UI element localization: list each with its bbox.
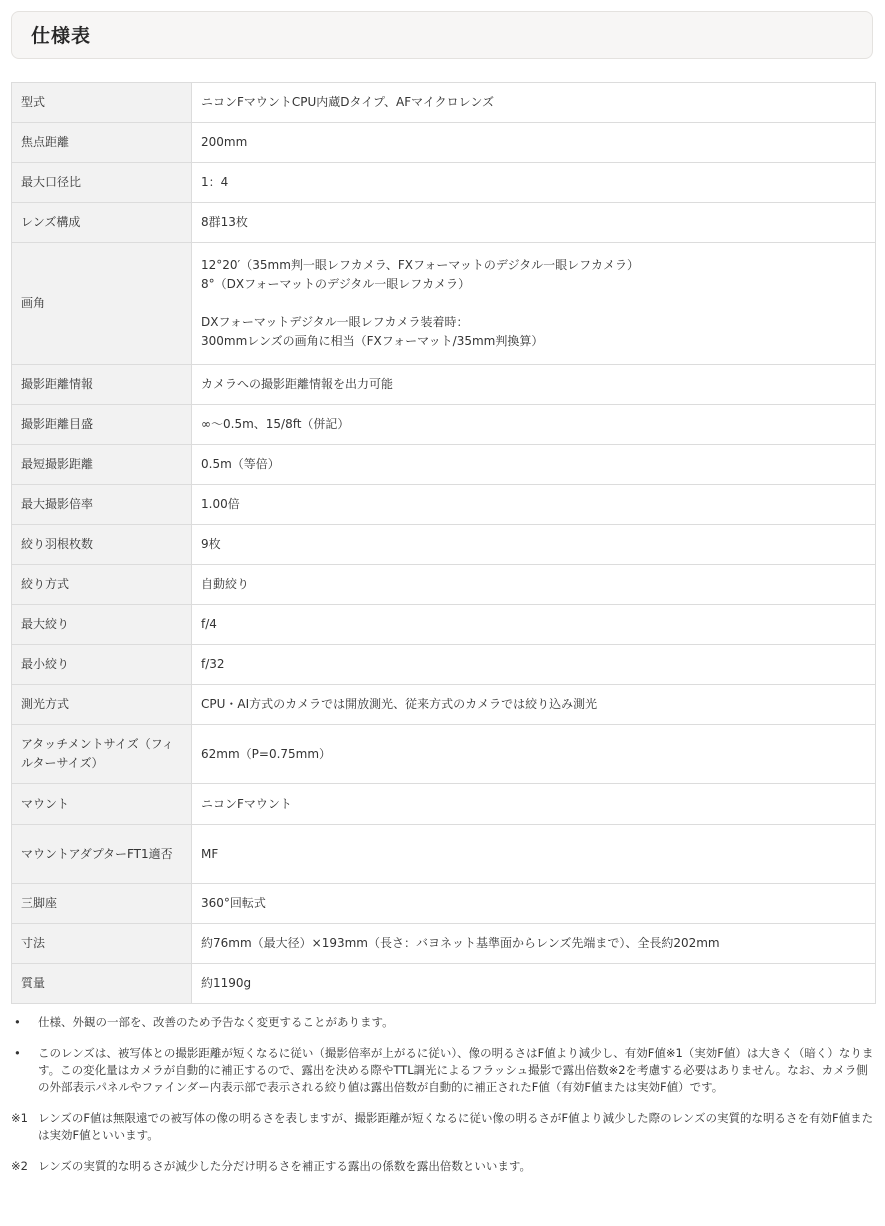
footnote-text: レンズのF値は無限遠での被写体の像の明るさを表しますが、撮影距離が短くなるに従い像の明るさがF値より減少した際のレンズの実質的な明るさを有効F値または実効F値といいます。 [38, 1111, 874, 1142]
spec-label: 測光方式 [12, 685, 192, 725]
table-row [12, 405, 876, 445]
spec-label: 最大口径比 [12, 163, 192, 203]
spec-value: 約1190g [192, 964, 876, 1004]
table-row [12, 825, 876, 884]
spec-value: 200mm [192, 123, 876, 163]
table-row [12, 645, 876, 685]
spec-value: 8群13枚 [192, 203, 876, 243]
spec-label: 最大撮影倍率 [12, 485, 192, 525]
spec-label: 絞り羽根枚数 [12, 525, 192, 565]
spec-value: 約76mm（最大径）×193mm（長さ：バヨネット基準面からレンズ先端まで）、全長約202mm [192, 924, 876, 964]
spec-value: CPU・AI方式のカメラでは開放測光、従来方式のカメラでは絞り込み測光 [192, 685, 876, 725]
spec-label: 絞り方式 [12, 565, 192, 605]
footnote-mark: ※2 [11, 1159, 28, 1173]
footnote-text: レンズの実質的な明るさが減少した分だけ明るさを補正する露出の係数を露出倍数といいます。 [38, 1159, 531, 1173]
spec-value: f/32 [192, 645, 876, 685]
spec-label: 焦点距離 [12, 123, 192, 163]
spec-label: 撮影距離情報 [12, 365, 192, 405]
spec-value: ニコンFマウントCPU内蔵Dタイプ、AFマイクロレンズ [192, 83, 876, 123]
spec-label: 寸法 [12, 924, 192, 964]
table-row [12, 243, 876, 365]
spec-label: レンズ構成 [12, 203, 192, 243]
spec-label: 型式 [12, 83, 192, 123]
note-text: 仕様、外観の一部を、改善のため予告なく変更することがあります。 [38, 1015, 394, 1029]
bullet-mark: • [14, 1015, 21, 1029]
table-row [12, 685, 876, 725]
table-row [12, 163, 876, 203]
table-row [12, 784, 876, 825]
spec-value: ニコンFマウント [192, 784, 876, 825]
notes-section [11, 1014, 875, 1189]
bullet-mark: • [14, 1046, 21, 1060]
spec-label: 三脚座 [12, 884, 192, 924]
table-row [12, 365, 876, 405]
spec-table [11, 82, 876, 1004]
note-text: このレンズは、被写体との撮影距離が短くなるに従い（撮影倍率が上がるに従い）、像の明るさはF値より減少し、有効F値※1（実効F値）は大きく（暗く）なります。この変化量はカメラが自動的に補正するので、露出を決める際やTTL調光によるフラッシュ撮影で露出倍数※2を考慮する必要はありません。なお、カメラ側の外部表示パネルやファインダー内表示部で表示される絞り値は露出倍数が自動的に補正されたF値（有効F値または実効F値）です。 [38, 1046, 874, 1094]
table-row [12, 725, 876, 784]
spec-label: 最大絞り [12, 605, 192, 645]
table-row [12, 884, 876, 924]
spec-value: 12°20′（35mm判一眼レフカメラ、FXフォーマットのデジタル一眼レフカメラ） 8°（DXフォーマットのデジタル一眼レフカメラ） DXフォーマットデジタル一眼レフカメラ装着時： 300mmレンズの画角に相当（FXフォーマット/35mm判換算） [192, 243, 876, 365]
footnote [11, 1158, 875, 1175]
table-row [12, 605, 876, 645]
spec-value: 1.00倍 [192, 485, 876, 525]
spec-value: 360°回転式 [192, 884, 876, 924]
table-row [12, 445, 876, 485]
spec-label: 画角 [12, 243, 192, 365]
table-row [12, 525, 876, 565]
spec-value: 9枚 [192, 525, 876, 565]
spec-value: カメラへの撮影距離情報を出力可能 [192, 365, 876, 405]
footnote [11, 1110, 875, 1144]
spec-value: 自動絞り [192, 565, 876, 605]
spec-value: 1：4 [192, 163, 876, 203]
spec-label: 撮影距離目盛 [12, 405, 192, 445]
footnote-mark: ※1 [11, 1111, 28, 1125]
spec-label: 質量 [12, 964, 192, 1004]
spec-label: マウントアダプターFT1適否 [12, 825, 192, 884]
spec-label: 最短撮影距離 [12, 445, 192, 485]
spec-label: マウント [12, 784, 192, 825]
spec-label: アタッチメントサイズ（フィルターサイズ） [12, 725, 192, 784]
table-row [12, 565, 876, 605]
table-row [12, 964, 876, 1004]
page-title: 仕様表 [31, 25, 92, 47]
table-row [12, 924, 876, 964]
spec-value: ∞～0.5m、15/8ft（併記） [192, 405, 876, 445]
table-row [12, 83, 876, 123]
table-row [12, 123, 876, 163]
spec-value: f/4 [192, 605, 876, 645]
spec-value: 62mm（P=0.75mm） [192, 725, 876, 784]
list-item [11, 1045, 875, 1096]
section-header [11, 11, 873, 59]
table-row [12, 485, 876, 525]
spec-label: 最小絞り [12, 645, 192, 685]
list-item [11, 1014, 875, 1031]
table-row [12, 203, 876, 243]
spec-value: MF [192, 825, 876, 884]
spec-value: 0.5m（等倍） [192, 445, 876, 485]
